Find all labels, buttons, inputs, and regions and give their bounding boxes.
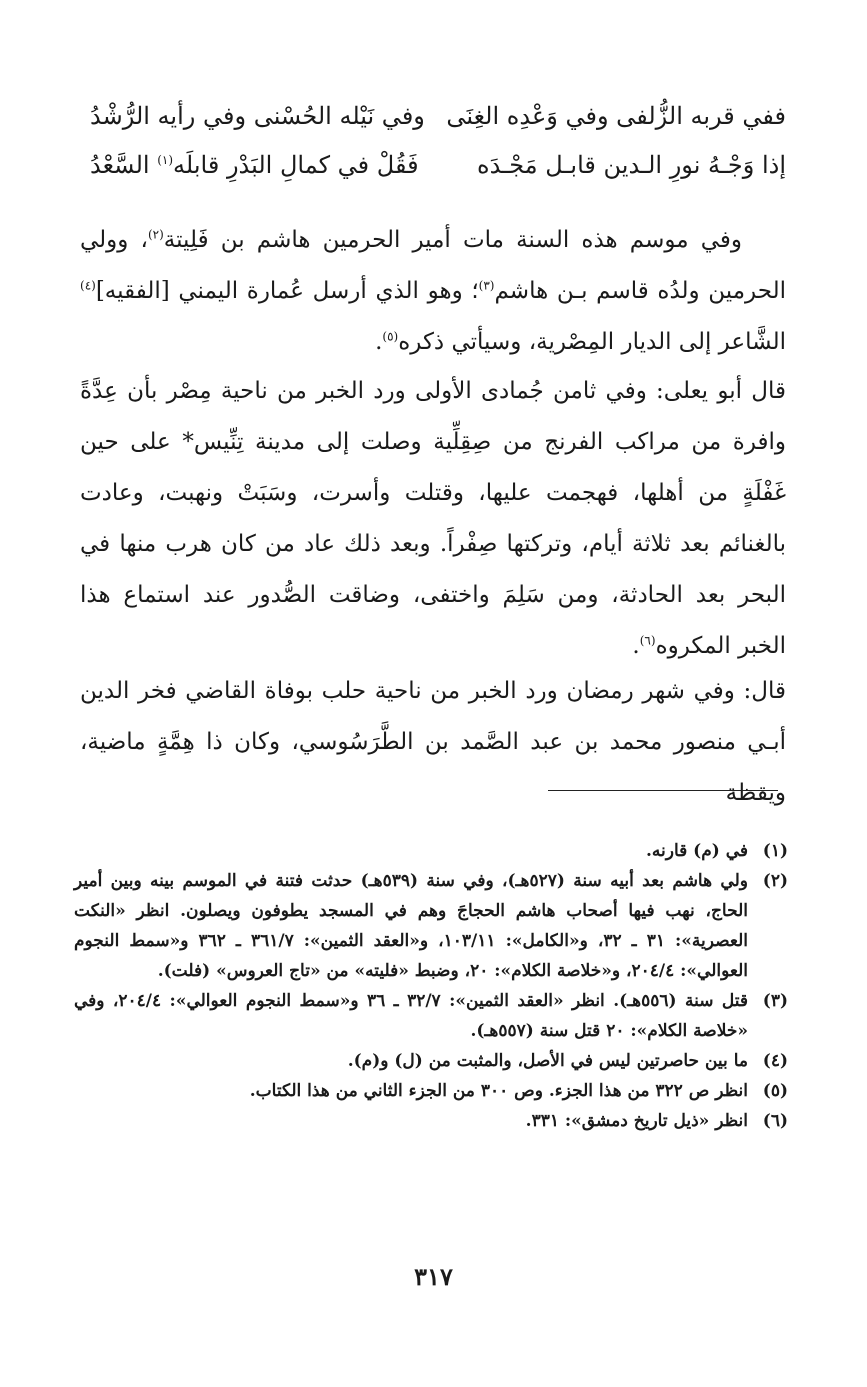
footnote-ref-2: (٢) xyxy=(147,227,164,242)
para3-text-1: قال: وفي شهر رمضان ورد الخبر من ناحية حلب بوفاة القاضي فخر الدين أبـي منصور محمد بن عبد الصَّمد بن الطَّرَسُوسي، وكان ذا هِمَّةٍ ماضية، ويقظة xyxy=(80,678,786,806)
footnote-text: انظر «ذيل تاريخ دمشق»: ٣٣١. xyxy=(525,1111,748,1131)
paragraph-tinnis-raid xyxy=(80,366,786,672)
footnote-ref-4: (٤) xyxy=(80,278,96,293)
para1-text-5: . xyxy=(375,329,383,355)
para2-text-2: . xyxy=(632,633,640,659)
footnote-6 xyxy=(74,1106,788,1136)
para1-text-1: وفي موسم هذه السنة مات أمير الحرمين هاشم بن فَلِيتة xyxy=(163,227,742,253)
para1-text-3: ؛ وهو الذي أرسل عُمارة اليمني [الفقيه] xyxy=(95,278,479,304)
verse-2-second-hemistich xyxy=(90,153,419,177)
verse-1-first-hemistich: ففي قربه الزُّلفى وفي وَعْدِه الغِنَى xyxy=(446,102,786,130)
para2-text-1: قال أبو يعلى: وفي ثامن جُمادى الأولى ورد الخبر من ناحية مِصْر بأن عِدَّةً وافرة من مراكب الفرنج من صِقِلِّية وصلت إلى مدينة تِنِّيس* على حين غَفْلَةٍ من أهلها، فهجمت عليها، وقتلت وأسرت، وسَبَتْ ونهبت، وعادت بالغنائم بعد ثلاثة أيام، وتركتها صِفْراً. وبعد ذلك عاد من كان هرب منها في البحر بعد الحادثة، ومن سَلِمَ واختفى، وضاقت الصُّدور عند استماع هذا الخبر المكروه xyxy=(80,378,786,659)
footnote-ref-5: (٥) xyxy=(382,329,399,344)
footnote-1 xyxy=(74,836,788,866)
page-number: ٣١٧ xyxy=(414,1262,453,1291)
verse-2-text-b: السَّعْدُ xyxy=(90,151,158,179)
footnote-4 xyxy=(74,1046,788,1076)
footnote-2 xyxy=(74,866,788,986)
footnotes xyxy=(74,836,788,1136)
para1-text-2: ، وولي الحرمين ولدُه قاسم بـن هاشم xyxy=(80,227,786,304)
footnote-text: ولي هاشم بعد أبيه سنة (٥٢٧هـ)، وفي سنة (٥٣٩هـ) حدثت فتنة في الموسم بينه وبين أمير الحاج، نهب فيها أصحاب هاشم الحجاجَ وهم في المسجد يطوفون ويصلون. انظر «النكت العصرية»: ٣١ ـ ٣٢، و«الكامل»: ١٠٣/١١، و«العقد الثمين»: ٣٦١/٧ ـ ٣٦٢ و«سمط النجوم العوالي»: ٢٠٤/٤، و«خلاصة الكلام»: ٢٠، وضبط «فليته» من «تاج العروس» (فلت). xyxy=(74,871,748,981)
paragraph-death-of-judge xyxy=(80,666,786,819)
footnote-text: قتل سنة (٥٥٦هـ). انظر «العقد الثمين»: ٣٢/٧ ـ ٣٦ و«سمط النجوم العوالي»: ٢٠٤/٤، وفي «خلاصة الكلام»: ٢٠ قتل سنة (٥٥٧هـ). xyxy=(74,991,748,1041)
footnote-text: في (م) قارنه. xyxy=(645,841,748,861)
footnote-number: (٤) xyxy=(762,1051,788,1071)
footnote-number: (١) xyxy=(762,841,788,861)
paragraph-death-of-hashim xyxy=(80,215,786,368)
footnote-5 xyxy=(74,1076,788,1106)
footnote-text: ما بين حاصرتين ليس في الأصل، والمثبت من (ل) و(م). xyxy=(347,1051,748,1071)
footnote-number: (٣) xyxy=(762,991,788,1011)
para1-text-4: الشَّاعر إلى الديار المِصْرية، وسيأتي ذكره xyxy=(398,329,786,355)
footnote-ref-3: (٣) xyxy=(478,278,495,293)
verse-2-first-hemistich: إذا وَجْـهُ نورِ الـدين قابـل مَجْـدَه xyxy=(477,151,786,179)
footnote-ref-6: (٦) xyxy=(639,633,656,648)
footnote-text: انظر ص ٣٢٢ من هذا الجزء. وص ٣٠٠ من الجزء الثاني من هذا الكتاب. xyxy=(249,1081,748,1101)
verse-2-text-a: فَقُلْ في كمالِ البَدْرِ قابلَه xyxy=(173,151,419,179)
footnote-number: (٥) xyxy=(762,1081,788,1101)
footnote-ref-1: (١) xyxy=(157,153,174,167)
footnote-number: (٦) xyxy=(762,1111,788,1131)
footnote-3 xyxy=(74,986,788,1046)
footnote-separator xyxy=(548,790,778,791)
footnote-number: (٢) xyxy=(762,871,788,891)
verse-1-second-hemistich: وفي نَيْله الحُسْنى وفي رأيه الرُّشْدُ xyxy=(90,102,425,130)
